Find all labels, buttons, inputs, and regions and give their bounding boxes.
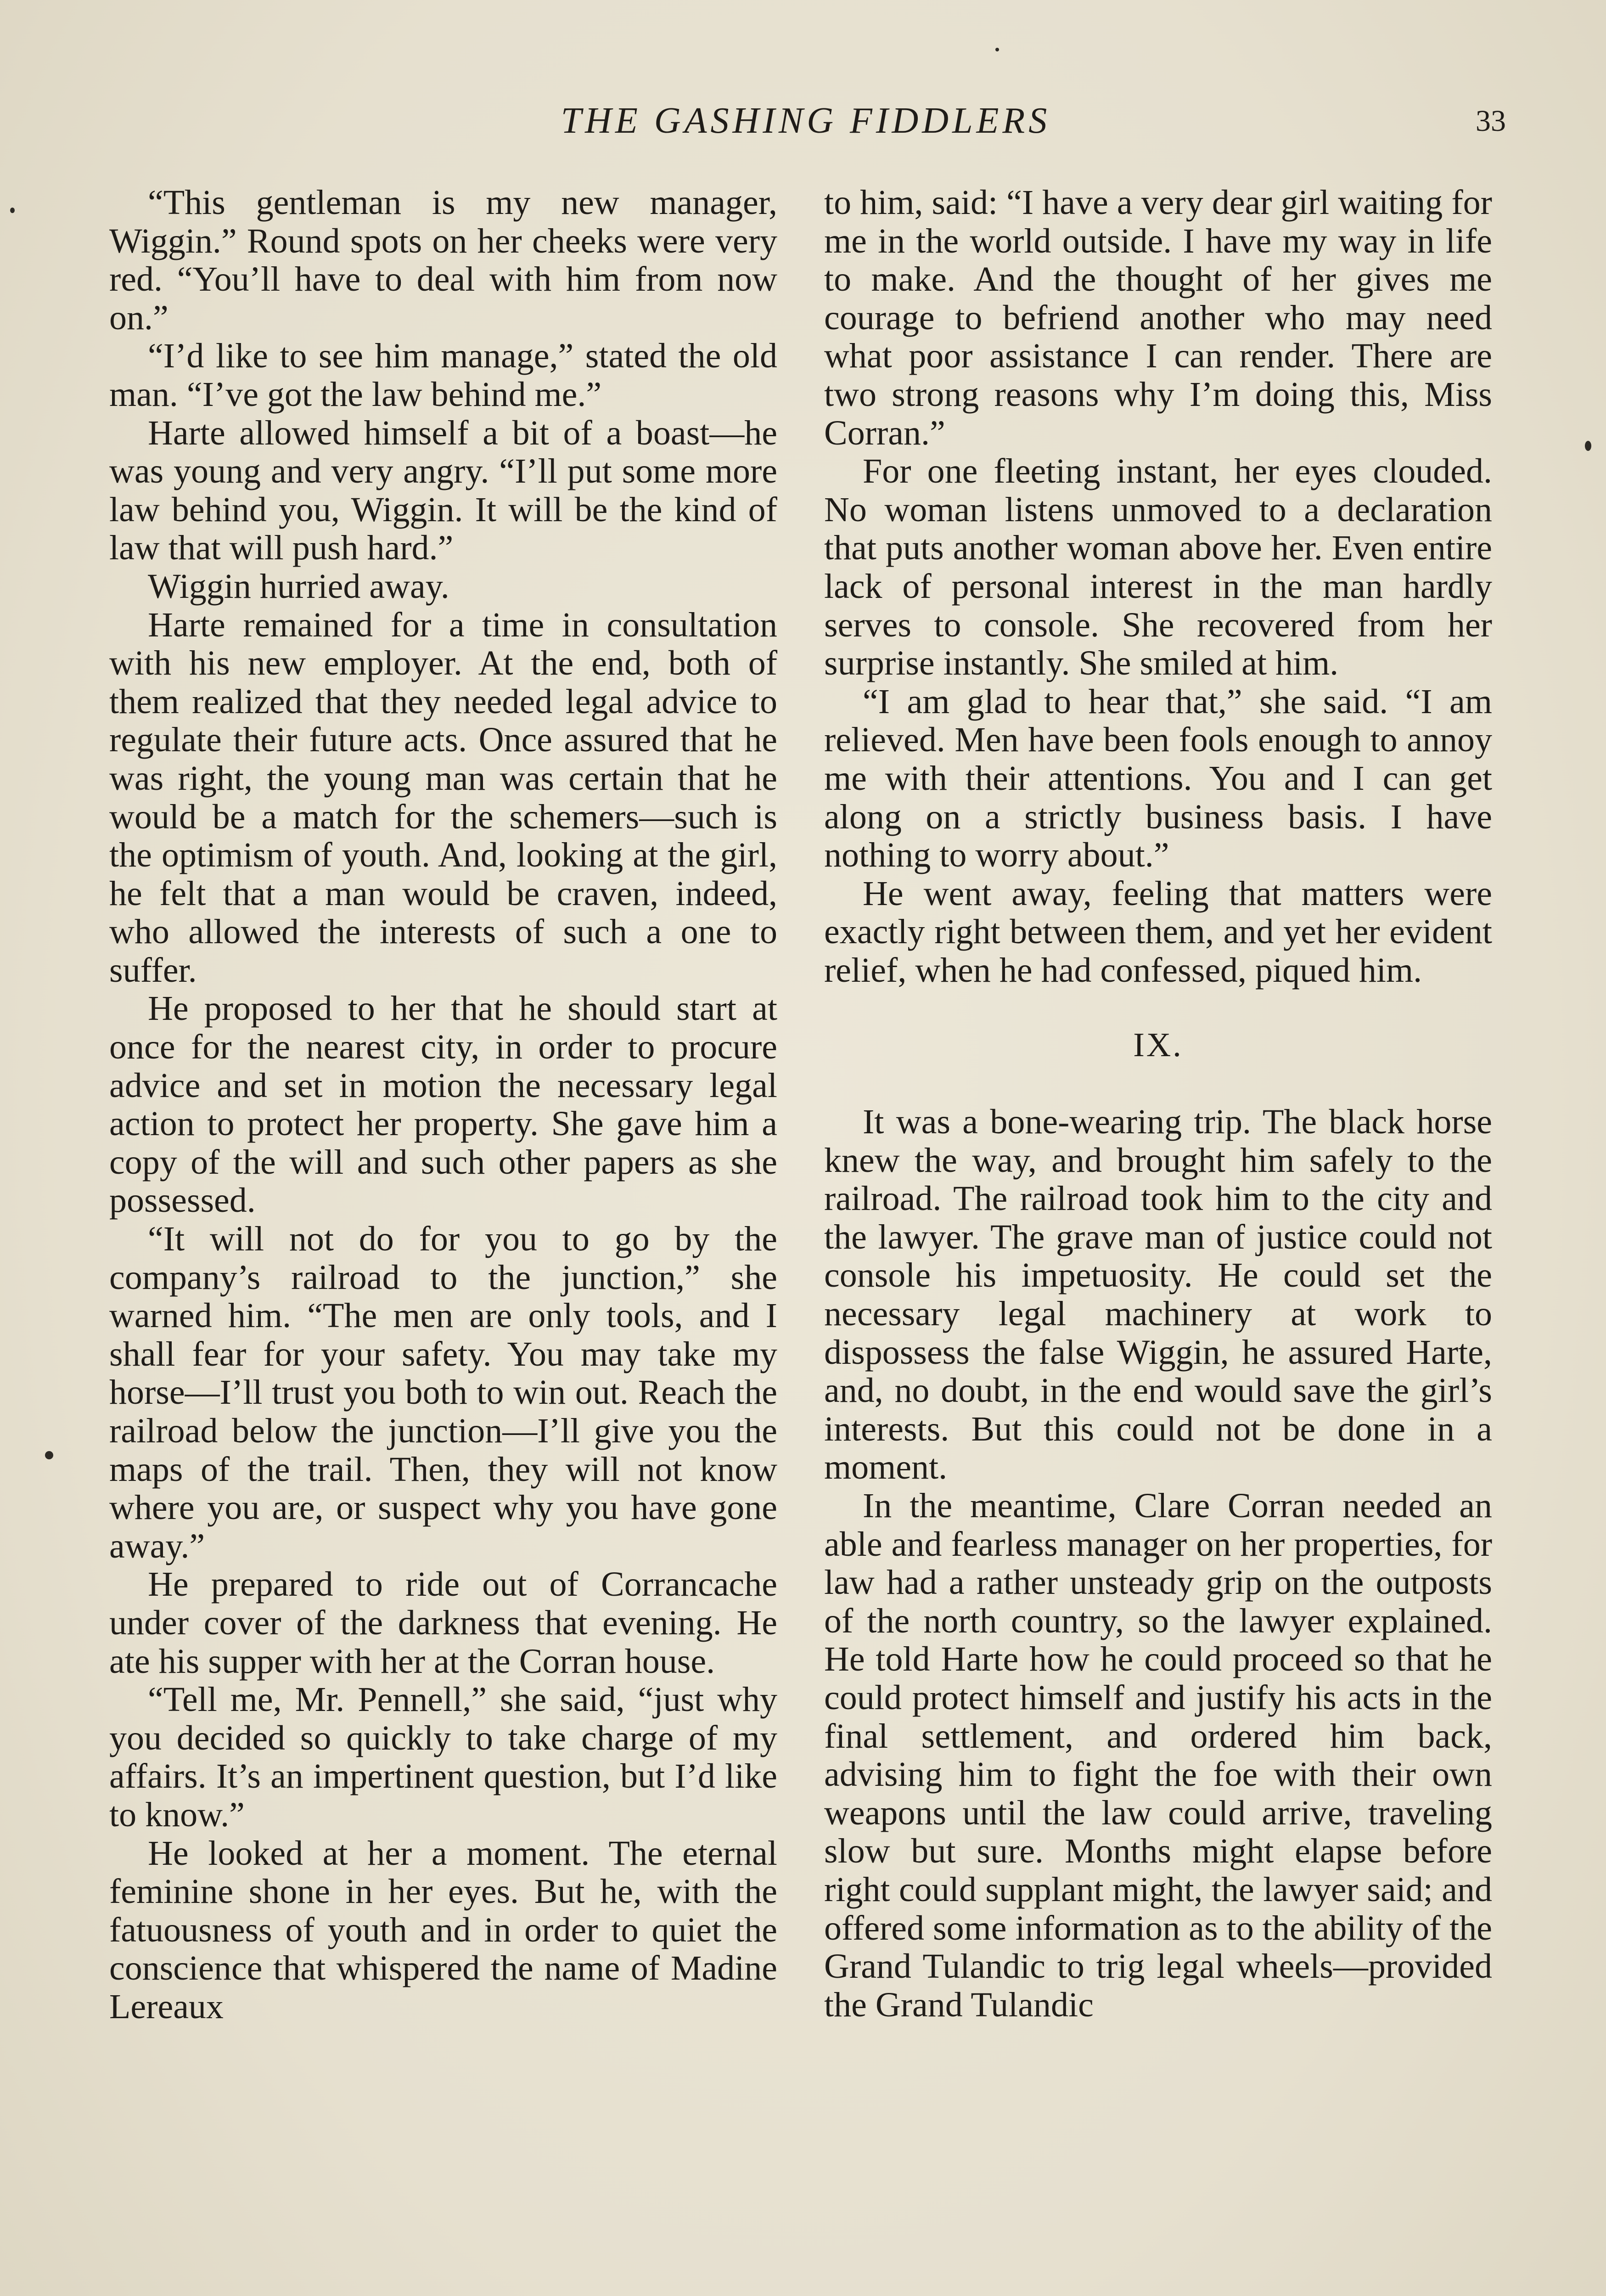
paragraph: Wiggin hurried away. [148,567,449,606]
paper-speck-icon [45,1451,53,1459]
paper-speck-icon [1585,441,1591,451]
paragraph: Harte remained for a time in consultation with his new employer. At the end, both of them realized that they needed legal advice to regulate their future acts. Once assured that he was right, the young man was certain that he would be a match for the schemers—such is the optimism of youth. And, looking at the girl, he felt that a man would be craven, indeed, who allowed the interests of such a one to suffer. [109,605,777,990]
paragraph: “I am glad to hear that,” she said. “I am relieved. Men have been fools enough to annoy me with their attentions. You and I can get along on a strictly business basis. I have nothing to worry about.” [824,682,1492,875]
paragraph: Harte allowed himself a bit of a boast—he was young and very angry. “I’ll put some more law behind you, Wiggin. It will be the kind of law that will push hard.” [109,413,777,568]
paragraph: He proposed to her that he should start at once for the nearest city, in order to procure advice and set in motion the necessary legal action to protect her property. She gave him a copy of the will and such other papers as she possessed. [109,989,777,1220]
paragraph: In the meantime, Clare Corran needed an able and fearless manager on her properties, for law had a rather unsteady grip on the outposts of the north country, so the lawyer explained. He told Harte how he could proceed so that he could protect himself and justify his acts in the final settlement, and ordered him back, advising him to fight the foe with their own weapons until the law could arrive, traveling slow but sure. Months might elapse before right could supplant might, the lawyer said; and offered some information as to the ability of the Grand Tulandic to trig legal wheels—provided the Grand Tulandic [824,1486,1492,2024]
left-column [109,184,777,2026]
paper-speck-icon [995,48,999,51]
section-heading: IX. [1133,1026,1183,1064]
paragraph: “I’d like to see him manage,” stated the old man. “I’ve got the law behind me.” [109,337,777,414]
paragraph: For one fleeting instant, her eyes clouded. No woman listens unmoved to a declaration that puts another woman above her. Even entire lack of personal interest in the man hardly serves to console. She recovered from her surprise instantly. She smiled at him. [824,452,1492,683]
paragraph: He went away, feeling that matters were exactly right between them, and yet her evident relief, when he had confessed, piqued him. [824,874,1492,990]
paragraph: “Tell me, Mr. Pennell,” she said, “just why you decided so quickly to take charge of my affairs. It’s an impertinent question, but I’d like to know.” [109,1680,777,1834]
paragraph-continued: to him, said: “I have a very dear girl waiting for me in the world outside. I have my way in life to make. And the thought of her gives me courage to befriend another who may need what poor assistance I can render. There are two strong reasons why I’m doing this, Miss Corran.” [824,183,1492,452]
paragraph: He looked at her a moment. The eternal feminine shone in her eyes. But he, with the fatuousness of youth and in order to quiet the conscience that whispered the name of Madine Lereaux [109,1834,777,2026]
paragraph: He prepared to ride out of Corrancache under cover of the darkness that evening. He ate his supper with her at the Corran house. [109,1565,777,1681]
running-title: THE GASHING FIDDLERS [561,101,1051,141]
right-column [824,184,1492,2024]
paragraph: “This gentleman is my new manager, Wiggin.” Round spots on her cheeks were very red. “You’ll have to deal with him from now on.” [109,183,777,337]
running-head [106,100,1506,142]
paragraph: “It will not do for you to go by the company’s railroad to the junction,” she warned him. “The men are only tools, and I shall fear for your safety. You may take my horse—I’ll trust you both to win out. Reach the railroad below the junction—I’ll give you the maps of the trail. Then, they will not know where you are, or suspect why you have gone away.” [109,1220,777,1565]
paragraph: It was a bone-wearing trip. The black horse knew the way, and brought him safely to the railroad. The railroad took him to the city and the lawyer. The grave man of justice could not console his impetuosity. He could set the necessary legal machinery at work to dispossess the false Wiggin, he assured Harte, and, no doubt, in the end would save the girl’s interests. But this could not be done in a moment. [824,1103,1492,1487]
page-number: 33 [1476,104,1506,138]
paper-speck-icon [10,208,15,213]
